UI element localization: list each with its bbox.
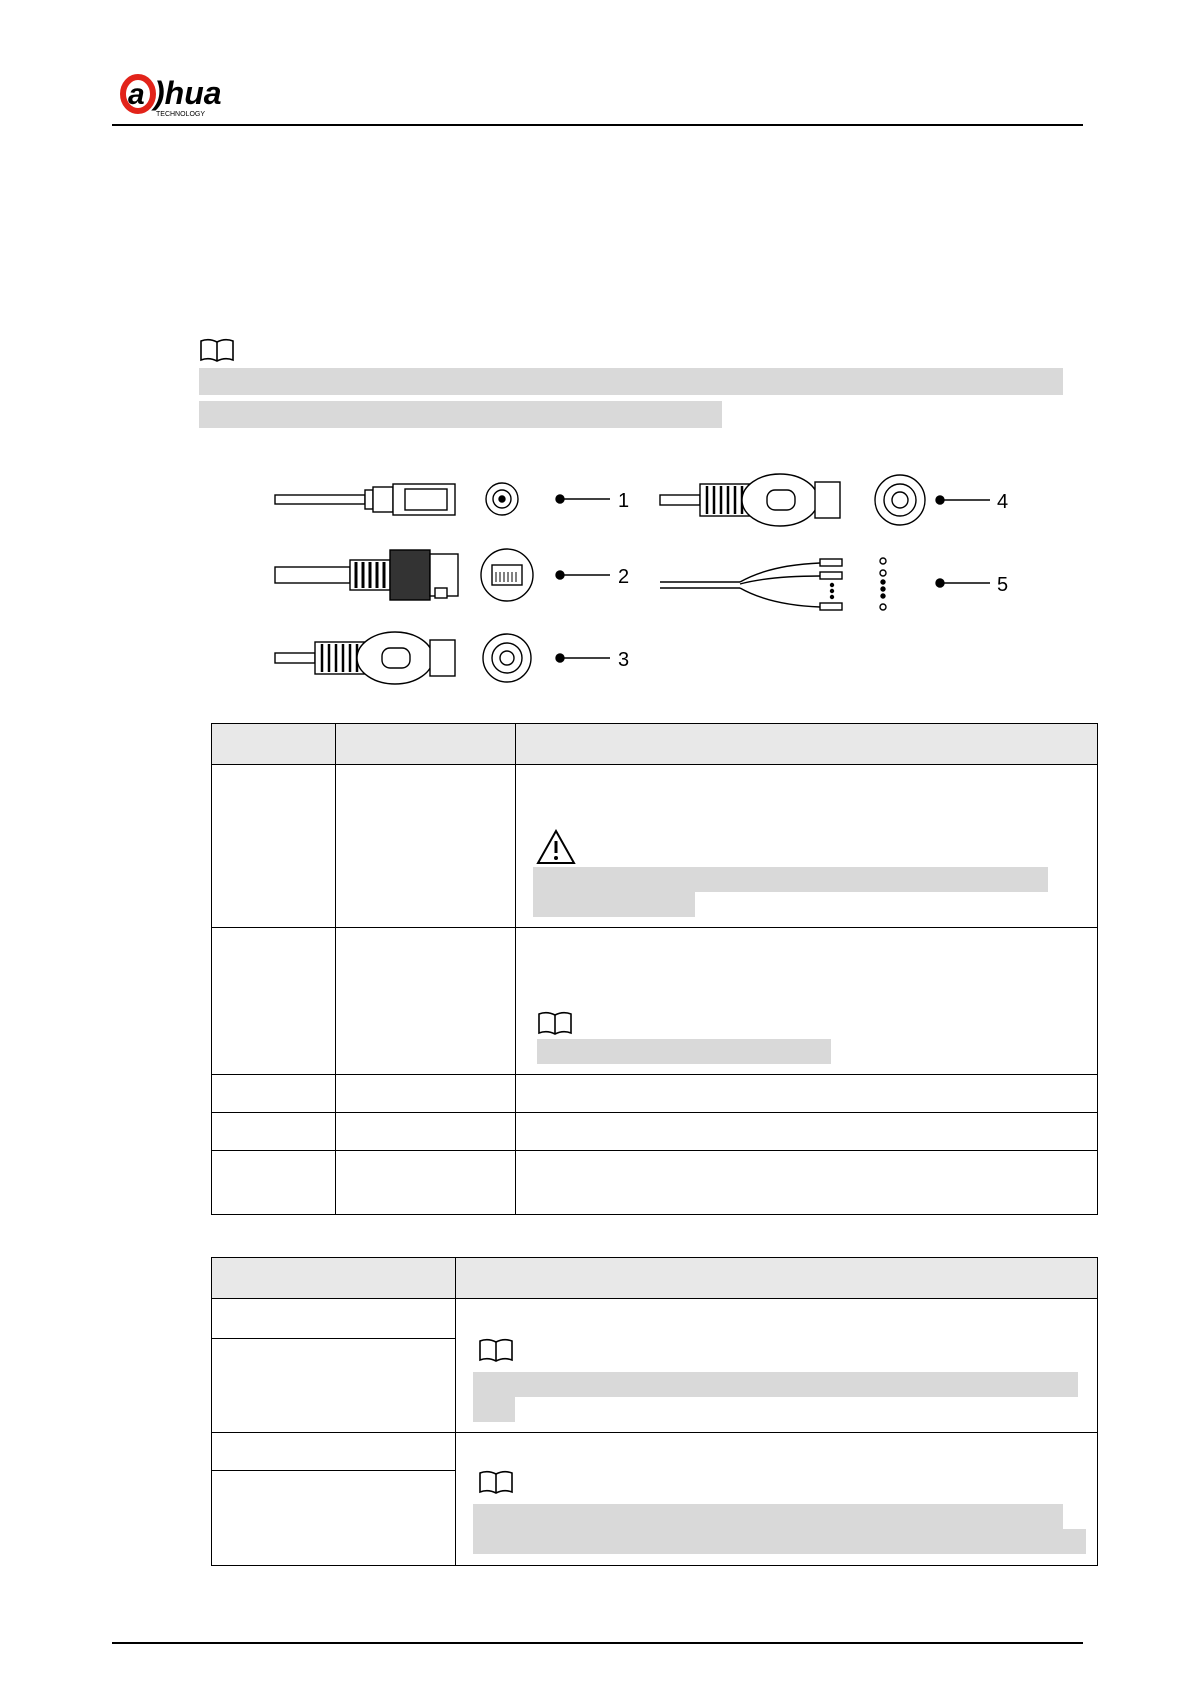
callout-5: 5: [997, 574, 1009, 596]
table-header-row: [212, 1258, 1098, 1299]
connector-network: [275, 549, 533, 601]
table-row: [212, 1433, 1098, 1471]
table-header-cell: [456, 1258, 1098, 1299]
table-header-row: [212, 724, 1098, 765]
redacted-note-line: [537, 1039, 831, 1064]
book-note-icon: [478, 1469, 514, 1500]
connector-power: [275, 483, 518, 515]
wire-table: [211, 1257, 1098, 1566]
table-header-cell: [212, 1258, 456, 1299]
redacted-note-line: [473, 1372, 1078, 1397]
table-row: [212, 1113, 1098, 1151]
warning-triangle-icon: [536, 829, 576, 870]
callout-3: 3: [618, 649, 630, 671]
table-row: [212, 1075, 1098, 1113]
callout-1: 1: [618, 490, 630, 512]
header-rule: [112, 124, 1083, 126]
book-note-icon: [478, 1337, 514, 1368]
book-note-icon: [537, 1010, 573, 1041]
table-row: [212, 1299, 1098, 1339]
redacted-note-line: [473, 1504, 1063, 1529]
callout-2: 2: [618, 566, 630, 588]
table-header-cell: [336, 724, 516, 765]
connector-wires: [660, 558, 886, 610]
connector-audio: [660, 474, 925, 526]
table-header-cell: [516, 724, 1098, 765]
callout-4: 4: [997, 491, 1009, 513]
book-note-icon: [199, 337, 235, 363]
cable-table: [211, 723, 1098, 1215]
svg-text:a: a: [128, 78, 145, 111]
table-row: [212, 1151, 1098, 1215]
redacted-note-line: [473, 1529, 1086, 1554]
svg-text:TECHNOLOGY: TECHNOLOGY: [156, 111, 206, 118]
redacted-warning-line: [533, 867, 1048, 892]
table-row: [212, 765, 1098, 928]
redacted-warning-line: [533, 892, 695, 917]
brand-logo: [118, 70, 258, 120]
cable-diagram: [270, 470, 1060, 685]
table-header-cell: [212, 724, 336, 765]
connector-video: [275, 632, 531, 684]
svg-text:)hua: )hua: [154, 75, 222, 111]
redacted-note-line: [199, 368, 1063, 395]
redacted-note-line: [473, 1397, 515, 1422]
redacted-note-line: [199, 401, 722, 428]
table-row: [212, 928, 1098, 1075]
footer-rule: [112, 1642, 1083, 1644]
